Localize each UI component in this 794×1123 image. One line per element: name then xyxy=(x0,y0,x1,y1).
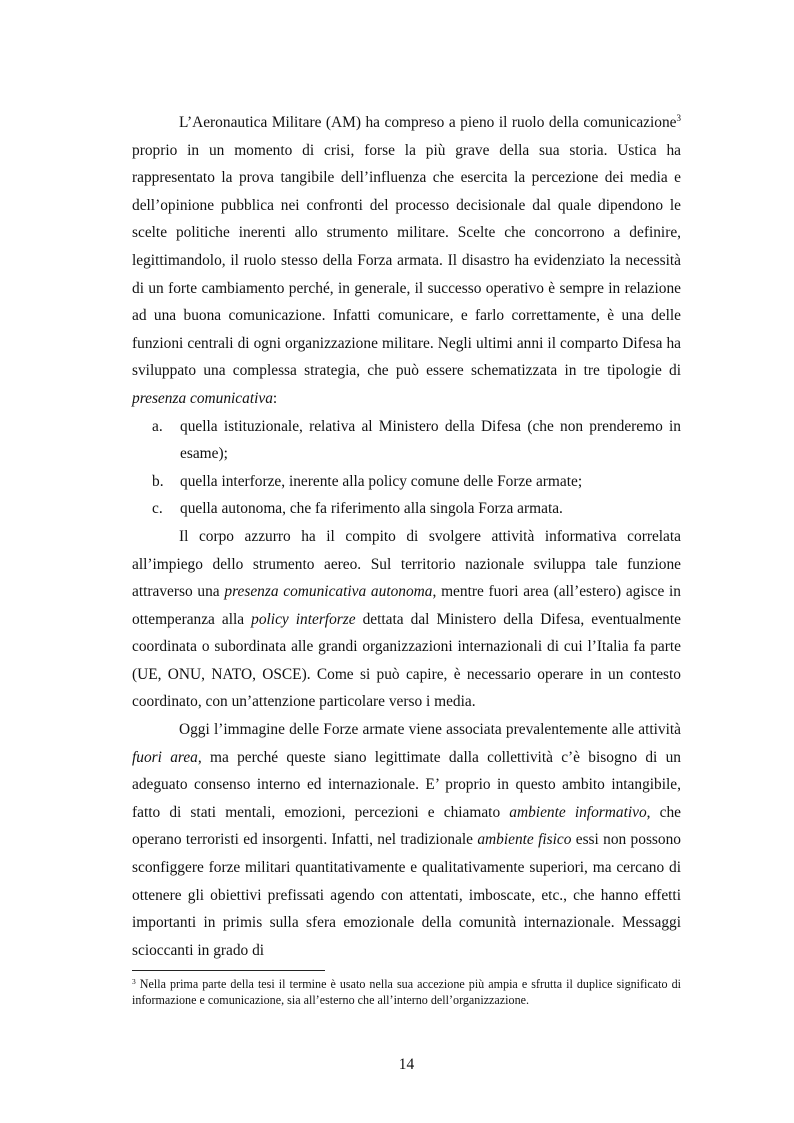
paragraph-text: , ma perché queste siano legittimate dalla collettività c’è bisogno di un adeguato consenso interno ed internazionale. E’ proprio in questo ambito intangibile, fatto di stati mentali, emozioni, percezioni e chiamato xyxy=(132,748,681,821)
footnote-text: Nella prima parte della tesi il termine è usato nella sua accezione più ampia e sfrutta il duplice significato di informazione e comunicazione, sia all’esterno che all’interno dell’organizzazione. xyxy=(132,977,681,1007)
list-item xyxy=(132,468,681,496)
footnote-divider xyxy=(132,970,325,971)
list-marker: c. xyxy=(152,500,163,518)
typology-list xyxy=(132,413,681,523)
list-marker: b. xyxy=(152,472,164,490)
emphasis-term: presenza comunicativa autonoma xyxy=(224,583,433,601)
paragraph-text: , che operano terroristi ed insorgenti. Infatti, nel tradizionale xyxy=(132,803,681,849)
paragraph-text: essi non possono sconfiggere forze militari quantitativamente e qualitativamente superiori, ma cercano di ottenere gli obiettivi prefissati agendo con attentati, imboscate, etc., che hanno effetti importanti in primis sulla sfera emozionale della comunità internazionale. Messaggi scioccanti in grado di xyxy=(132,831,682,959)
paragraph-text: dettata dal Ministero della Difesa, eventualmente coordinata o subordinata alle grandi organizzazioni internazionali di cui l’Italia fa parte (UE, ONU, NATO, OSCE). Come si può capire, è necessario operare in un contesto coordinato, con un’attenzione particolare verso i media. xyxy=(132,610,681,711)
emphasis-term: ambiente informativo xyxy=(509,803,647,821)
footnote-number: 3 xyxy=(132,977,136,986)
emphasis-term: policy interforze xyxy=(251,610,356,628)
emphasis-term: fuori area xyxy=(132,748,198,766)
list-item-text: quella interforze, inerente alla policy comune delle Forze armate; xyxy=(180,472,583,490)
emphasis-term: ambiente fisico xyxy=(477,831,572,849)
list-item xyxy=(132,495,681,523)
list-marker: a. xyxy=(152,417,163,435)
footnote xyxy=(132,976,681,1008)
paragraph-text: proprio in un momento di crisi, forse la più grave della sua storia. Ustica ha rappresentato la prova tangibile dell’influenza che esercita la percezione dei media e dell’opinione pubblica nei confronti del processo decisionale dal quale dipendono le scelte politiche inerenti allo strumento militare. Scelte che concorrono a definire, legittimandolo, il ruolo stesso della Forza armata. Il disastro ha evidenziato la necessità di un forte cambiamento perché, in generale, il successo operativo è sempre in relazione ad una buona comunicazione. Infatti comunicare, e farlo correttamente, è una delle funzioni centrali di ogni organizzazione militare. Negli ultimi anni il comparto Difesa ha sviluppato una complessa strategia, che può essere schematizzata in tre tipologie di xyxy=(132,141,681,380)
paragraph-text: L’Aeronautica Militare (AM) ha compreso a pieno il ruolo della comunicazione xyxy=(179,114,677,131)
paragraph-aeronautica xyxy=(132,109,681,413)
list-item-text: quella istituzionale, relativa al Ministero della Difesa (che non prenderemo in esame); xyxy=(180,417,681,463)
paragraph-text: Oggi l’immagine delle Forze armate viene associata prevalentemente alle attività xyxy=(179,721,681,739)
list-item-text: quella autonoma, che fa riferimento alla singola Forza armata. xyxy=(180,500,563,518)
paragraph-immagine xyxy=(132,716,681,964)
footnote-reference: 3 xyxy=(676,113,681,123)
paragraph-text: : xyxy=(272,389,278,407)
emphasis-term: presenza comunicativa xyxy=(132,389,273,407)
body-text xyxy=(132,109,681,964)
list-item xyxy=(132,413,681,468)
page-number: 14 xyxy=(398,1056,415,1073)
paragraph-corpo-azzurro xyxy=(132,523,681,716)
paragraph-text: , mentre fuori area (all’estero) agisce in ottemperanza alla xyxy=(132,583,681,628)
paragraph-text: Il corpo azzurro ha il compito di svolgere attività informativa correlata all’impiego dello strumento aereo. Sul territorio nazionale sviluppa tale funzione attraverso una xyxy=(132,527,681,601)
